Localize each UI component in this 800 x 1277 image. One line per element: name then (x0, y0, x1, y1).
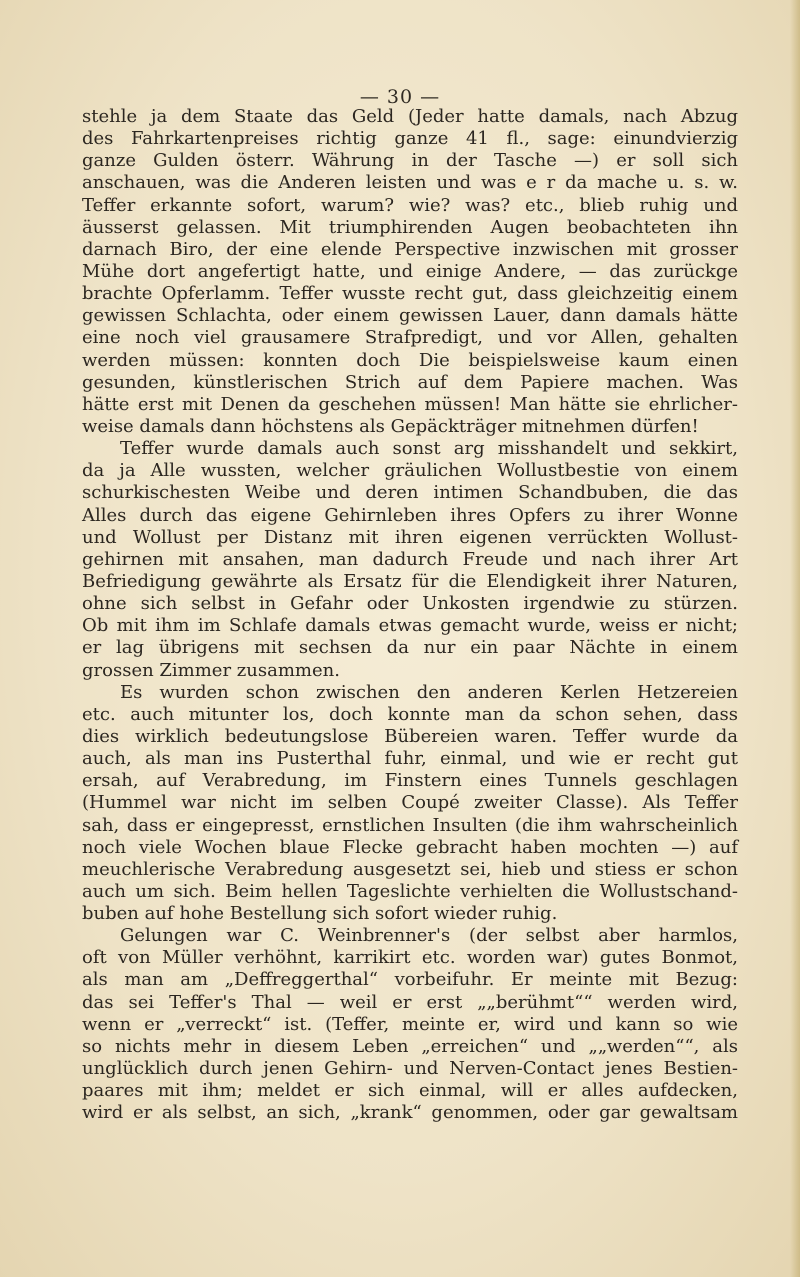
text-line: Teffer wurde damals auch sonst arg misshandelt und sekkirt, (120, 438, 738, 460)
text-line: gesunden, künstlerischen Strich auf dem Papiere machen. Was (82, 371, 738, 393)
text-line: auch um sich. Beim hellen Tageslichte verhielten die Wollustschand- (82, 880, 738, 902)
text-line: dies wirklich bedeutungslose Bübereien waren. Teffer wurde da (82, 725, 738, 747)
text-line: oft von Müller verhöhnt, karrikirt etc. worden war) gutes Bonmot, (82, 947, 738, 969)
text-line: wird er als selbst, an sich, „krank“ genommen, oder gar gewaltsam (82, 1102, 738, 1124)
text-line: Es wurden schon zwischen den anderen Kerlen Hetzereien (120, 681, 738, 703)
text-line: wenn er „verreckt“ ist. (Teffer, meinte er, wird und kann so wie (82, 1013, 738, 1035)
text-line: paares mit ihm; meldet er sich einmal, will er alles aufdecken, (82, 1080, 738, 1102)
text-line: des Fahrkartenpreises richtig ganze 41 fl., sage: einundvierzig (82, 128, 738, 150)
text-line: stehle ja dem Staate das Geld (Jeder hatte damals, nach Abzug (82, 106, 738, 127)
text-line: Befriedigung gewährte als Ersatz für die Elendigkeit ihrer Naturen, (82, 570, 738, 592)
text-line: das sei Teffer's Thal — weil er erst „„berühmt““ werden wird, (82, 991, 738, 1013)
text-line: brachte Opferlamm. Teffer wusste recht gut, dass gleichzeitig einem (82, 283, 738, 305)
text-line: Ob mit ihm im Schlafe damals etwas gemacht wurde, weiss er nicht; (82, 615, 738, 637)
text-line: meuchlerische Verabredung ausgesetzt sei, hieb und stiess er schon (82, 858, 738, 880)
text-line: ersah, auf Verabredung, im Finstern eines Tunnels geschlagen (82, 770, 738, 792)
text-line: er lag übrigens mit sechsen da nur ein paar Nächte in einem (82, 637, 738, 659)
text-line: weise damals dann höchstens als Gepäckträger mitnehmen dürfen! (82, 415, 699, 437)
text-line: äusserst gelassen. Mit triumphirenden Augen beobachteten ihn (82, 216, 738, 238)
text-line: etc. auch mitunter los, doch konnte man da schon sehen, dass (82, 703, 738, 725)
text-line: Gelungen war C. Weinbrenner's (der selbst aber harmlos, (120, 925, 738, 947)
text-line: anschauen, was die Anderen leisten und was e r da mache u. s. w. (82, 172, 738, 194)
text-line: gehirnen mit ansahen, man dadurch Freude und nach ihrer Art (82, 548, 738, 570)
page-edge-shadow (790, 0, 800, 1277)
text-line: eine noch viel grausamere Strafpredigt, und vor Allen, gehalten (82, 327, 738, 349)
text-line: sah, dass er eingepresst, ernstlichen Insulten (die ihm wahrscheinlich (82, 814, 738, 836)
text-line: grossen Zimmer zusammen. (82, 659, 340, 681)
text-line: noch viele Wochen blaue Flecke gebracht haben mochten —) auf (82, 836, 738, 858)
text-line: unglücklich durch jenen Gehirn- und Nerven-Contact jenes Bestien- (82, 1058, 738, 1080)
text-line: da ja Alle wussten, welcher gräulichen Wollustbestie von einem (82, 460, 738, 482)
text-line: buben auf hohe Bestellung sich sofort wieder ruhig. (82, 903, 558, 925)
text-line: Mühe dort angefertigt hatte, und einige Andere, — das zurückge (82, 260, 738, 282)
page-number: — 30 — (359, 86, 441, 108)
text-line: ohne sich selbst in Gefahr oder Unkosten irgendwie zu stürzen. (82, 593, 738, 615)
text-line: Teffer erkannte sofort, warum? wie? was? etc., blieb ruhig und (82, 194, 738, 216)
text-line: gewissen Schlachta, oder einem gewissen Lauer, dann damals hätte (82, 305, 738, 327)
text-line: ganze Gulden österr. Währung in der Tasche —) er soll sich (82, 150, 738, 172)
text-line: hätte erst mit Denen da geschehen müssen! Man hätte sie ehrlicher- (82, 393, 738, 415)
text-line: werden müssen: konnten doch Die beispielsweise kaum einen (82, 349, 738, 371)
text-line: schurkischesten Weibe und deren intimen Schandbuben, die das (82, 482, 738, 504)
text-line: auch, als man ins Pusterthal fuhr, einmal, und wie er recht gut (82, 748, 738, 770)
text-line: so nichts mehr in diesem Leben „erreichen“ und „„werden““, als (82, 1035, 738, 1057)
body-text (82, 106, 738, 1124)
text-line: und Wollust per Distanz mit ihren eigenen verrückten Wollust- (82, 526, 738, 548)
text-line: als man am „Deffreggerthal“ vorbeifuhr. Er meinte mit Bezug: (82, 969, 738, 991)
text-line: Alles durch das eigene Gehirnleben ihres Opfers zu ihrer Wonne (82, 504, 738, 526)
text-line: (Hummel war nicht im selben Coupé zweiter Classe). Als Teffer (82, 792, 738, 814)
text-line: darnach Biro, der eine elende Perspective inzwischen mit grosser (82, 238, 738, 260)
